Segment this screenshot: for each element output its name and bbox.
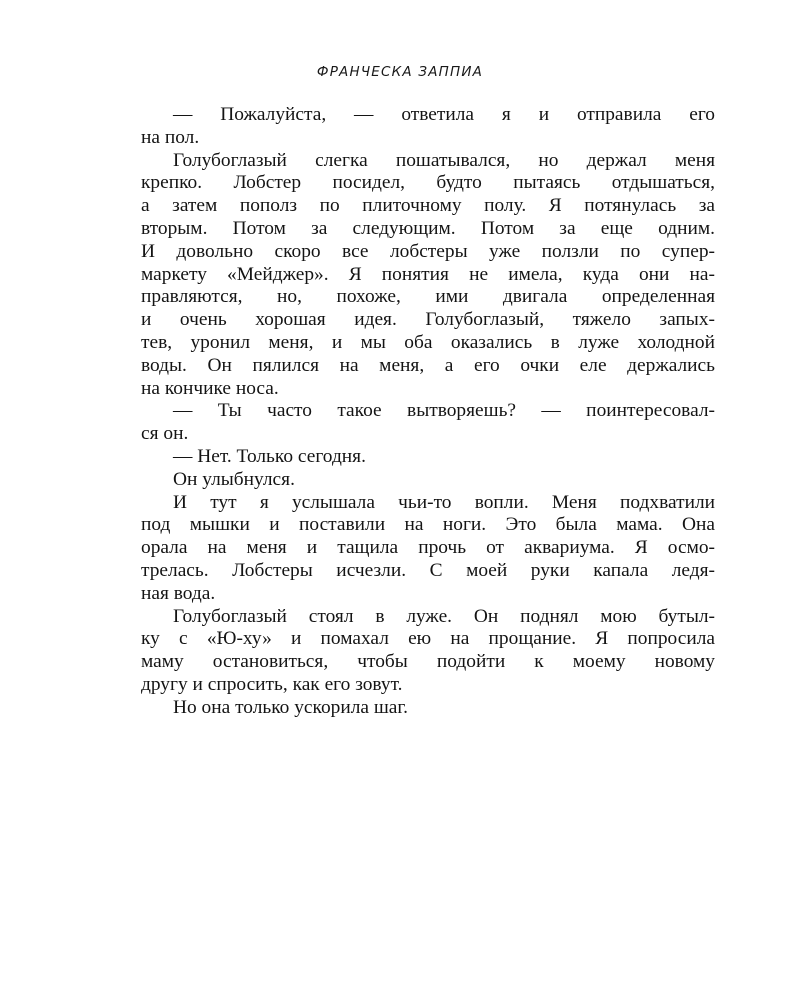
text-line: Голубоглазый стоял в луже. Он поднял мою бутыл-	[173, 605, 715, 627]
text-line: а затем пополз по плиточному полу. Я потянулась за	[141, 195, 715, 217]
text-line: — Ты часто такое вытворяешь? — поинтересовал-	[173, 400, 715, 422]
text-line: ку с «Ю-ху» и помахал ею на прощание. Я попросила	[141, 628, 715, 650]
text-line: Голубоглазый слегка пошатывался, но держал меня	[173, 149, 715, 171]
text-line: — Пожалуйста, — ответила я и отправила его	[173, 104, 715, 125]
text-line: на кончике носа.	[141, 377, 279, 399]
text-line: и очень хорошая идея. Голубоглазый, тяжело запых-	[141, 309, 715, 331]
text-line: И довольно скоро все лобстеры уже ползли по супер-	[141, 240, 715, 262]
text-line: Он улыбнулся.	[173, 468, 295, 490]
text-line: воды. Он пялился на меня, а его очки еле держались	[141, 354, 715, 376]
text-line: маму остановиться, чтобы подойти к моему новому	[141, 651, 715, 673]
text-line: вторым. Потом за следующим. Потом за еще одним.	[141, 217, 715, 239]
text-line: ся он.	[141, 423, 189, 445]
text-line: орала на меня и тащила прочь от аквариума. Я осмо-	[141, 537, 715, 559]
text-line: Но она только ускорила шаг.	[173, 696, 409, 718]
text-line: на пол.	[141, 126, 200, 148]
running-head-author: ФРАНЧЕСКА ЗАППИА	[316, 64, 484, 80]
text-line: — Нет. Только сегодня.	[173, 445, 366, 467]
text-line: под мышки и поставили на ноги. Это была мама. Она	[141, 514, 715, 536]
text-line: ная вода.	[141, 582, 216, 604]
text-line: трелась. Лобстеры исчезли. С моей руки капала ледя-	[141, 559, 715, 581]
body-text	[141, 104, 715, 720]
text-line: маркету «Мейджер». Я понятия не имела, куда они на-	[141, 263, 715, 285]
text-line: крепко. Лобстер посидел, будто пытаясь отдышаться,	[141, 172, 715, 194]
text-line: правляются, но, похоже, ими двигала определенная	[141, 286, 715, 308]
text-line: тев, уронил меня, и мы оба оказались в луже холодной	[141, 331, 715, 353]
text-line: другу и спросить, как его зовут.	[141, 673, 403, 695]
text-line: И тут я услышала чьи-то вопли. Меня подхватили	[173, 491, 715, 513]
